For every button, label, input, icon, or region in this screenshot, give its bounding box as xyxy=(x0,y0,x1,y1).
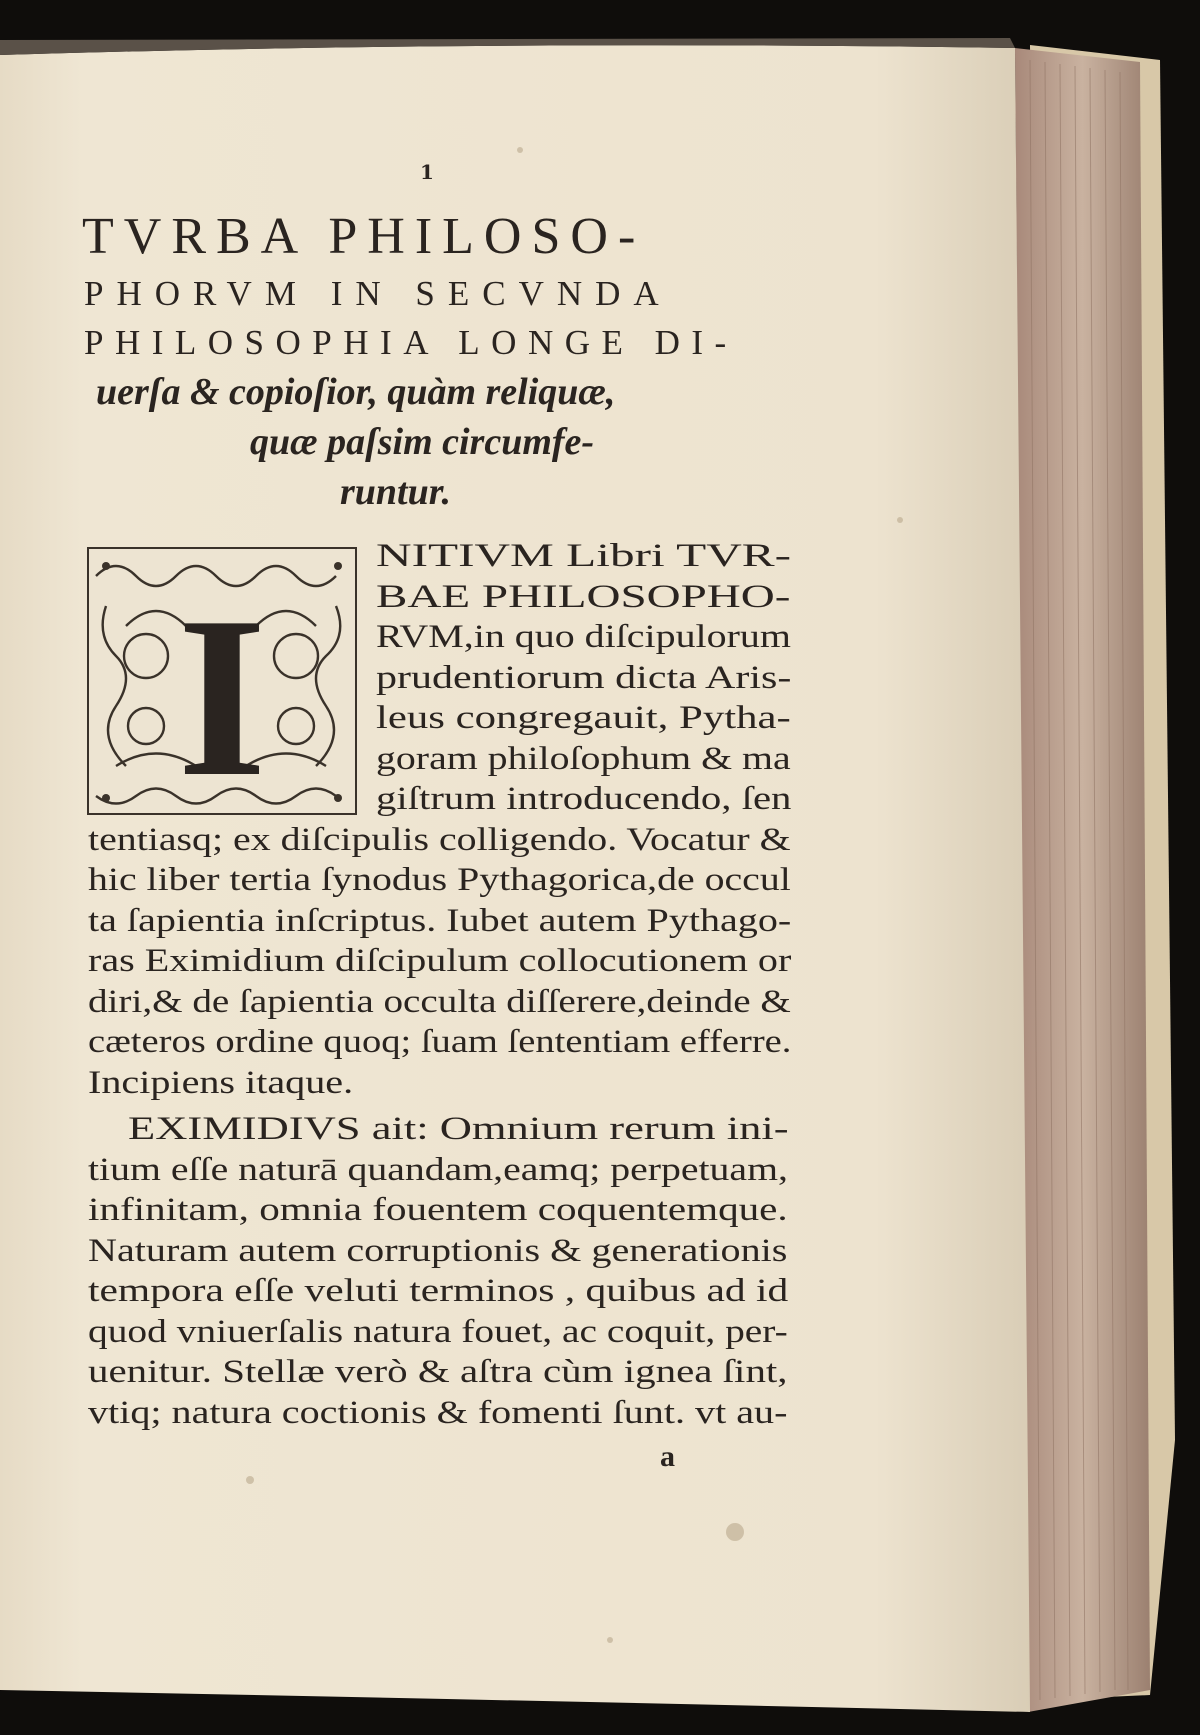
folio-number: 1 xyxy=(420,160,434,184)
eximidius-line: infinitam, omnia fouentem coquentemque. xyxy=(88,1192,788,1228)
incipit-line: diri,& de ſapientia occulta diſſerere,deinde & xyxy=(88,983,791,1020)
incipit-line: ta ſapientia inſcriptus. Iubet autem Pythago- xyxy=(88,902,792,939)
incipit-line: hic liber tertia ſynodus Pythagorica,de occul xyxy=(88,862,791,898)
incipit-line: tentiasq; ex diſcipulis colligendo. Vocatur & xyxy=(88,821,791,858)
title-italic-line-2: quæ paſsim circumfe- xyxy=(250,421,595,463)
incipit-line: Incipiens itaque. xyxy=(88,1064,354,1101)
title-italic-line-1: uerſa & copioſior, quàm reliquæ, xyxy=(96,371,616,413)
title-line-2: PHORVM IN SECVNDA xyxy=(84,274,672,313)
incipit-line: cæteros ordine quoq; ſuam ſententiam efferre. xyxy=(88,1024,792,1060)
title-line-1: TVRBA PHILOSO- xyxy=(82,208,646,265)
incipit-line: RVM,in quo diſcipulorum xyxy=(376,619,791,655)
eximidius-line: tium eſſe naturā quandam,eamq; perpetuam, xyxy=(88,1151,788,1188)
incipit-line: giſtrum introducendo, ſen xyxy=(376,781,792,817)
incipit-line: leus congregauit, Pytha- xyxy=(376,700,791,736)
incipit-line: BAE PHILOSOPHO- xyxy=(376,578,791,615)
title-italic-line-3: runtur. xyxy=(340,471,451,513)
signature-mark: a xyxy=(660,1440,675,1473)
eximidius-line: Naturam autem corruptionis & generationis xyxy=(88,1232,788,1269)
incipit-line: ras Eximidium diſcipulum collocutionem or xyxy=(88,943,792,979)
eximidius-line: quod vniuerſalis natura fouet, ac coquit, per- xyxy=(88,1313,788,1350)
incipit-line: goram philoſophum & ma xyxy=(376,740,791,777)
eximidius-line: EXIMIDIVS ait: Omnium rerum ini- xyxy=(128,1111,789,1147)
incipit-line: NITIVM Libri TVR- xyxy=(376,538,792,574)
eximidius-line: uenitur. Stellæ verò & aſtra cùm ignea ſint, xyxy=(88,1354,788,1390)
eximidius-line: tempora eſſe veluti terminos , quibus ad id xyxy=(88,1273,789,1309)
ornamental-initial-icon xyxy=(86,546,358,816)
eximidius-line: vtiq; natura coctionis & fomenti ſunt. vt au- xyxy=(88,1394,788,1431)
incipit-line: prudentiorum dicta Aris- xyxy=(376,659,792,696)
title-line-3: PHILOSOPHIA LONGE DI- xyxy=(84,323,738,362)
drop-cap-letter: I xyxy=(177,569,267,816)
